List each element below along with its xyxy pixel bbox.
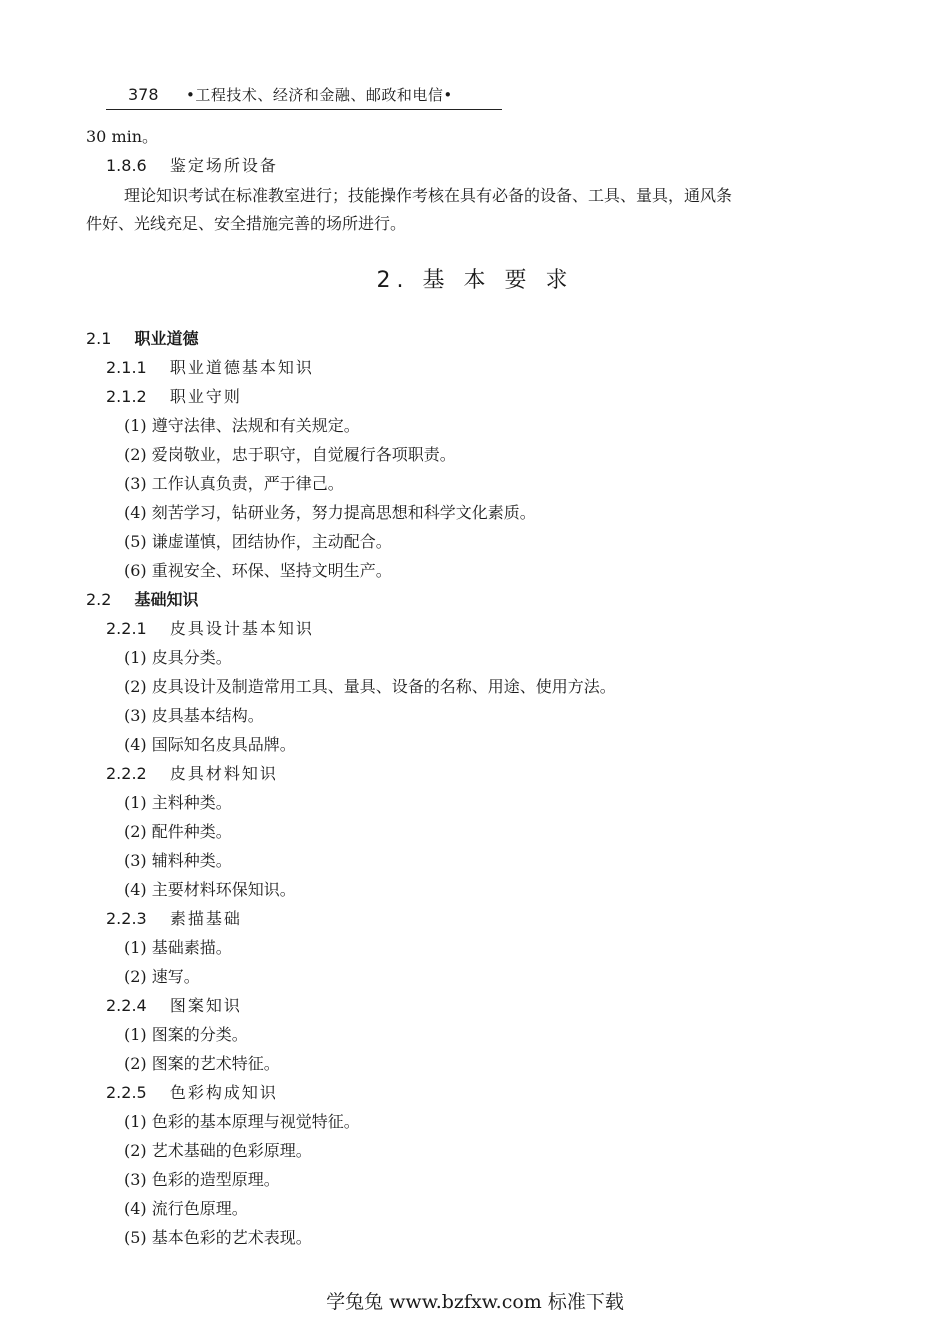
section-title: 素描基础 xyxy=(169,909,242,928)
list-item: (3) 辅料种类。 xyxy=(124,851,232,870)
section-number: 2.1 xyxy=(86,329,112,348)
section-2-1-heading xyxy=(86,328,199,350)
list-item: (2) 爱岗敬业，忠于职守，自觉履行各项职责。 xyxy=(124,445,456,464)
list-item: (4) 刻苦学习，钻研业务，努力提高思想和科学文化素质。 xyxy=(124,503,536,522)
section-2-2-1-heading xyxy=(106,618,314,640)
watermark-footer: 学兔兔 www.bzfxw.com 标准下载 xyxy=(326,1291,624,1313)
section-number: 2.2.2 xyxy=(106,764,147,783)
section-2-1-2-heading xyxy=(106,386,242,408)
section-2-2-5-heading xyxy=(106,1082,278,1104)
list-item: (2) 速写。 xyxy=(124,967,200,986)
list-item: (5) 基本色彩的艺术表现。 xyxy=(124,1228,312,1247)
list-item: (4) 国际知名皮具品牌。 xyxy=(124,735,296,754)
list-item: (2) 皮具设计及制造常用工具、量具、设备的名称、用途、使用方法。 xyxy=(124,677,616,696)
list-item: (3) 工作认真负责，严于律己。 xyxy=(124,474,344,493)
section-2-2-3-heading xyxy=(106,908,242,930)
page-number: 378 xyxy=(128,85,159,104)
section-number: 2.2.4 xyxy=(106,996,147,1015)
section-number: 1.8.6 xyxy=(106,156,147,175)
list-item: (1) 遵守法律、法规和有关规定。 xyxy=(124,416,360,435)
list-item: (2) 艺术基础的色彩原理。 xyxy=(124,1141,312,1160)
section-2-1-1-heading xyxy=(106,357,314,379)
list-item: (2) 图案的艺术特征。 xyxy=(124,1054,280,1073)
section-title: 基础知识 xyxy=(134,590,199,609)
section-2-2-2-heading xyxy=(106,763,278,785)
section-title: 职业守则 xyxy=(169,387,242,406)
section-number: 2.1.1 xyxy=(106,358,147,377)
list-item: (5) 谦虚谨慎，团结协作，主动配合。 xyxy=(124,532,392,551)
running-title: •工程技术、经济和金融、邮政和电信• xyxy=(186,86,453,104)
section-title: 图案知识 xyxy=(169,996,242,1015)
list-item: (1) 基础素描。 xyxy=(124,938,232,957)
list-item: (2) 配件种类。 xyxy=(124,822,232,841)
list-item: (1) 色彩的基本原理与视觉特征。 xyxy=(124,1112,360,1131)
section-title: 色彩构成知识 xyxy=(169,1083,278,1102)
section-number: 2.2 xyxy=(86,590,112,609)
section-number: 2.2.3 xyxy=(106,909,147,928)
section-1-8-6-heading xyxy=(106,155,278,177)
section-title: 皮具设计基本知识 xyxy=(169,619,314,638)
section-number: 2.1.2 xyxy=(106,387,147,406)
section-title: 职业道德基本知识 xyxy=(169,358,314,377)
list-item: (6) 重视安全、环保、坚持文明生产。 xyxy=(124,561,392,580)
section-title: 鉴定场所设备 xyxy=(169,156,278,175)
section-number: 2.2.1 xyxy=(106,619,147,638)
running-header xyxy=(106,82,502,110)
carry-over-text: 30 min。 xyxy=(86,127,159,146)
list-item: (1) 图案的分类。 xyxy=(124,1025,248,1044)
paragraph-line: 理论知识考试在标准教室进行；技能操作考核在具有必备的设备、工具、量具，通风条 xyxy=(124,186,733,205)
list-item: (4) 流行色原理。 xyxy=(124,1199,248,1218)
list-item: (1) 皮具分类。 xyxy=(124,648,232,667)
section-2-2-heading xyxy=(86,589,199,611)
chapter-title: 2. 基 本 要 求 xyxy=(376,268,574,293)
section-title: 皮具材料知识 xyxy=(169,764,278,783)
list-item: (4) 主要材料环保知识。 xyxy=(124,880,296,899)
section-title: 职业道德 xyxy=(134,329,199,348)
list-item: (1) 主料种类。 xyxy=(124,793,232,812)
list-item: (3) 色彩的造型原理。 xyxy=(124,1170,280,1189)
list-item: (3) 皮具基本结构。 xyxy=(124,706,264,725)
section-2-2-4-heading xyxy=(106,995,242,1017)
paragraph-line: 件好、光线充足、安全措施完善的场所进行。 xyxy=(86,214,407,233)
section-number: 2.2.5 xyxy=(106,1083,147,1102)
